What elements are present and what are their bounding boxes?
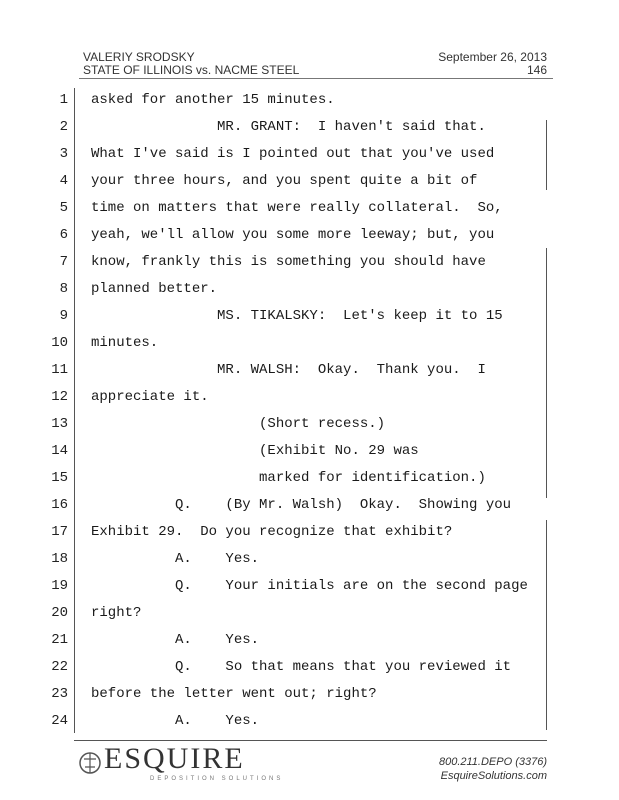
line-number: 11	[51, 362, 68, 378]
transcript-line	[0, 144, 619, 170]
transcript-line	[0, 252, 619, 278]
line-text: planned better.	[91, 281, 218, 297]
transcript-line	[0, 225, 619, 251]
line-number: 17	[51, 524, 68, 540]
transcript-line	[0, 387, 619, 413]
header-right	[438, 51, 547, 77]
transcript-line	[0, 279, 619, 305]
line-text: Q. (By Mr. Walsh) Okay. Showing you	[91, 497, 512, 513]
line-number: 2	[59, 119, 68, 135]
line-text: (Exhibit No. 29 was	[91, 443, 419, 459]
footer-divider	[74, 740, 547, 741]
line-text: right?	[91, 605, 142, 621]
line-text: A. Yes.	[91, 713, 260, 729]
footer-phone: 800.211.DEPO (3376)	[438, 756, 547, 768]
line-text: minutes.	[91, 335, 159, 351]
transcript-line	[0, 630, 619, 656]
transcript-line	[0, 333, 619, 359]
transcript-line	[0, 90, 619, 116]
line-text: marked for identification.)	[91, 470, 486, 486]
line-text: Q. Your initials are on the second page	[91, 578, 528, 594]
line-number: 9	[59, 308, 68, 324]
line-number: 7	[59, 254, 68, 270]
line-number: 24	[51, 713, 68, 729]
transcript-line	[0, 549, 619, 575]
line-number: 19	[51, 578, 68, 594]
line-text: know, frankly this is something you should have	[91, 254, 486, 270]
line-number: 15	[51, 470, 68, 486]
esquire-logo-subtitle: DEPOSITION SOLUTIONS	[150, 776, 284, 782]
line-text: time on matters that were really collateral. So,	[91, 200, 503, 216]
transcript-line	[0, 576, 619, 602]
line-text: Q. So that means that you reviewed it	[91, 659, 512, 675]
line-number: 21	[51, 632, 68, 648]
witness-name: VALERIY SRODSKY	[83, 50, 195, 64]
line-text: MS. TIKALSKY: Let's keep it to 15	[91, 308, 503, 324]
line-number: 4	[59, 173, 68, 189]
case-title: STATE OF ILLINOIS vs. NACME STEEL	[83, 63, 300, 77]
line-number: 13	[51, 416, 68, 432]
esquire-seal-icon	[78, 745, 102, 781]
footer-website[interactable]: EsquireSolutions.com	[440, 770, 547, 782]
line-number: 12	[51, 389, 68, 405]
transcript-line	[0, 306, 619, 332]
line-text: appreciate it.	[91, 389, 209, 405]
line-number: 1	[59, 92, 68, 108]
line-text: What I've said is I pointed out that you've used	[91, 146, 495, 162]
line-number: 5	[59, 200, 68, 216]
transcript-line	[0, 360, 619, 386]
line-number: 16	[51, 497, 68, 513]
line-text: MR. WALSH: Okay. Thank you. I	[91, 362, 486, 378]
transcript-line	[0, 198, 619, 224]
line-number: 20	[51, 605, 68, 621]
line-text: A. Yes.	[91, 632, 260, 648]
line-number: 22	[51, 659, 68, 675]
transcript-line	[0, 603, 619, 629]
header-divider	[79, 78, 553, 79]
transcript-line	[0, 171, 619, 197]
transcript-line	[0, 495, 619, 521]
line-text: before the letter went out; right?	[91, 686, 377, 702]
line-number: 8	[59, 281, 68, 297]
deposition-date: September 26, 2013	[438, 50, 547, 64]
line-text: asked for another 15 minutes.	[91, 92, 335, 108]
transcript-line	[0, 117, 619, 143]
esquire-logo: ESQUIRE	[104, 742, 245, 775]
transcript-line	[0, 414, 619, 440]
line-number: 10	[51, 335, 68, 351]
line-text: (Short recess.)	[91, 416, 386, 432]
line-text: your three hours, and you spent quite a bit of	[91, 173, 478, 189]
page-number: 146	[526, 63, 547, 77]
line-text: yeah, we'll allow you some more leeway; but, you	[91, 227, 495, 243]
line-number: 14	[51, 443, 68, 459]
line-text: Exhibit 29. Do you recognize that exhibit?	[91, 524, 453, 540]
line-text: MR. GRANT: I haven't said that.	[91, 119, 486, 135]
line-number: 18	[51, 551, 68, 567]
transcript-line	[0, 684, 619, 710]
transcript-line	[0, 522, 619, 548]
line-number: 3	[59, 146, 68, 162]
transcript-line	[0, 441, 619, 467]
transcript-line	[0, 657, 619, 683]
transcript-line	[0, 711, 619, 737]
transcript-line	[0, 468, 619, 494]
line-text: A. Yes.	[91, 551, 260, 567]
line-number: 6	[59, 227, 68, 243]
header-left	[83, 51, 299, 77]
line-number: 23	[51, 686, 68, 702]
